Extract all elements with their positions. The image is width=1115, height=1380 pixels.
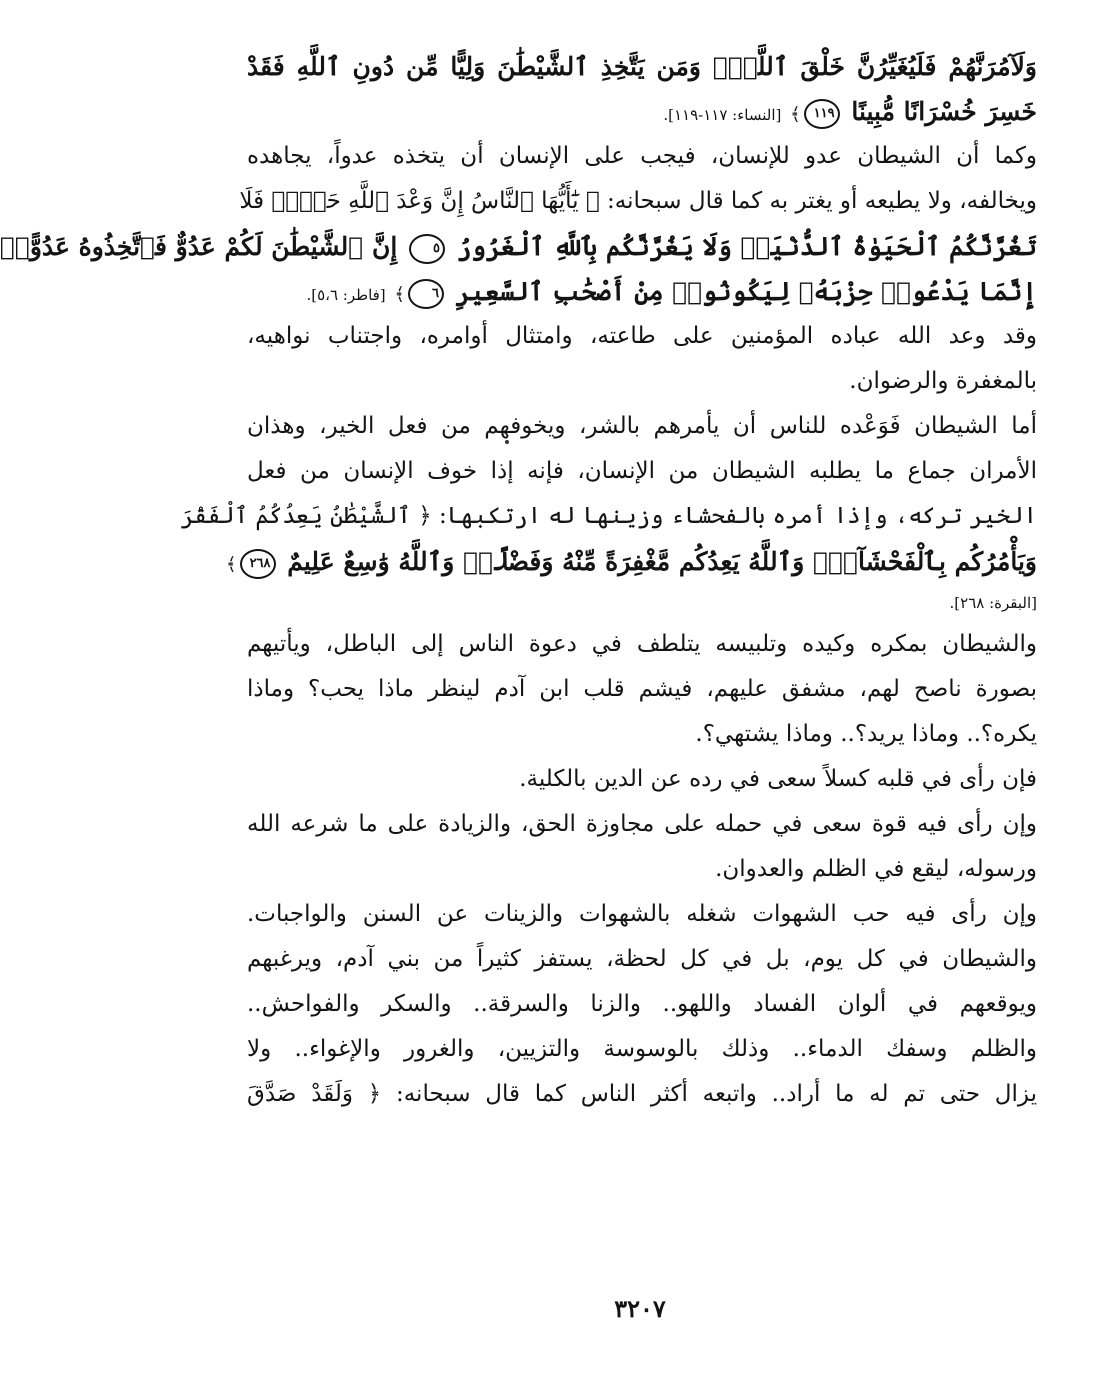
print-speck <box>505 440 509 444</box>
quran-text: خَسِرَ خُسْرَانًا مُّبِينًا <box>851 97 1037 126</box>
text-line: ويخالفه، ولا يطيعه أو يغتر به كما قال سبحانه: ﴿ يَٰٓأَيُّهَا ٱلنَّاسُ إِنَّ وَعْدَ ٱللَّهِ حَقٌّۖ فَلَا <box>239 188 1037 214</box>
quran-line <box>247 89 1037 134</box>
verse-number-marker: ٥ <box>409 234 445 264</box>
text-line: بصورة ناصح لهم، مشفق عليهم، فيشم قلب ابن آدم لينظر ماذا يحب؟ وماذا <box>247 676 1037 702</box>
quran-text: إِنَّ ٱلشَّيْطَٰنَ لَكُمْ عَدُوٌّ فَٱتَّخِذُوهُ عَدُوًّاۚ <box>0 232 398 261</box>
text-line: الأمران جماع ما يطلبه الشيطان من الإنسان، فإنه إذا خوف الإنسان من فعل <box>247 458 1037 484</box>
citation: [النساء: ١١٧-١١٩]. <box>663 106 782 124</box>
verse-number-marker: ١١٩ <box>804 99 840 129</box>
text-line: الخير تركه، وإذا أمره بالفحشاء وزينها له ارتكبها: ﴿ ٱلشَّيْطَٰنُ يَعِدُكُمُ ٱلْفَقْرَ <box>180 503 1037 529</box>
text-line: وإن رأى فيه قوة سعى في حمله على مجاوزة الحق، والزيادة على ما شرعه الله <box>247 811 1037 837</box>
quran-line <box>247 269 1037 314</box>
body-text <box>0 44 1038 1117</box>
book-page <box>0 44 1115 1380</box>
quran-line <box>225 539 1037 584</box>
text-line: ورسوله، ليقع في الظلم والعدوان. <box>715 856 1037 882</box>
text-line: وقد وعد الله عباده المؤمنين على طاعته، وامتثال أوامره، واجتناب نواهيه، <box>247 323 1037 349</box>
text-line: والشيطان بمكره وكيده وتلبيسه يتلطف في دعوة الناس إلى الباطل، ويأتيهم <box>247 631 1037 657</box>
text-line: يكره؟.. وماذا يريد؟.. وماذا يشتهي؟. <box>695 721 1037 747</box>
quran-line <box>0 224 1037 269</box>
text-line: والشيطان في كل يوم، بل في كل لحظة، يستفز كثيراً من بني آدم، ويرغبهم <box>247 946 1037 972</box>
citation: [البقرة: ٢٦٨]. <box>949 594 1037 612</box>
verse-number-marker: ٢٦٨ <box>240 549 276 579</box>
text-line: فإن رأى في قلبه كسلاً سعى في رده عن الدين بالكلية. <box>519 766 1037 792</box>
closing-bracket-ornament: ﴾ <box>394 284 405 305</box>
text-line: وإن رأى فيه حب الشهوات شغله بالشهوات والزينات عن السنن والواجبات. <box>247 901 1037 927</box>
closing-bracket-ornament: ﴾ <box>790 104 801 125</box>
text-line: وكما أن الشيطان عدو للإنسان، فيجب على الإنسان أن يتخذه عدواً، يجاهده <box>247 143 1038 169</box>
text-line: أما الشيطان فَوَعْده للناس أن يأمرهم بالشر، ويخوفهم من فعل الخير، وهذان <box>247 413 1037 439</box>
quran-text: إِنَّمَا يَدْعُوا۟ حِزْبَهُۥ لِيَكُونُوا۟ مِنْ أَصْحَٰبِ ٱلسَّعِيرِ <box>455 277 1037 306</box>
page-number: ٣٢٠٧ <box>614 1294 666 1323</box>
verse-number-marker: ٦ <box>408 279 444 309</box>
closing-bracket-ornament: ﴾ <box>225 554 237 575</box>
text-line: والظلم وسفك الدماء.. وذلك بالوسوسة والتزيين، والغرور والإغواء.. ولا <box>247 1036 1037 1062</box>
quran-text: تَغُرَّنَّكُمُ ٱلْحَيَوٰةُ ٱلدُّنْيَاۖ وَلَا يَغُرَّنَّكُم بِٱللَّهِ ٱلْغَرُورُ <box>456 232 1037 261</box>
text-line: ويوقعهم في ألوان الفساد واللهو.. والزنا والسرقة.. والسكر والفواحش.. <box>247 991 1037 1017</box>
citation: [فاطر: ٥،٦]. <box>306 286 386 304</box>
text-line: يزال حتى تم له ما أراد.. واتبعه أكثر الناس كما قال سبحانه: ﴿ وَلَقَدْ صَدَّقَ <box>247 1081 1037 1107</box>
quran-line: وَلَآمُرَنَّهُمْ فَلَيُغَيِّرُنَّ خَلْقَ ٱللَّهِۚ وَمَن يَتَّخِذِ ٱلشَّيْطَٰنَ وَلِيًّا مِّن دُونِ ٱللَّهِ فَقَدْ <box>247 52 1037 81</box>
text-line: بالمغفرة والرضوان. <box>849 368 1037 394</box>
quran-text: وَيَأْمُرُكُم بِٱلْفَحْشَآءِۖ وَٱللَّهُ يَعِدُكُم مَّغْفِرَةً مِّنْهُ وَفَضْلًاۗ وَٱللَّهُ وَٰسِعٌ عَلِيمٌ <box>287 547 1037 576</box>
